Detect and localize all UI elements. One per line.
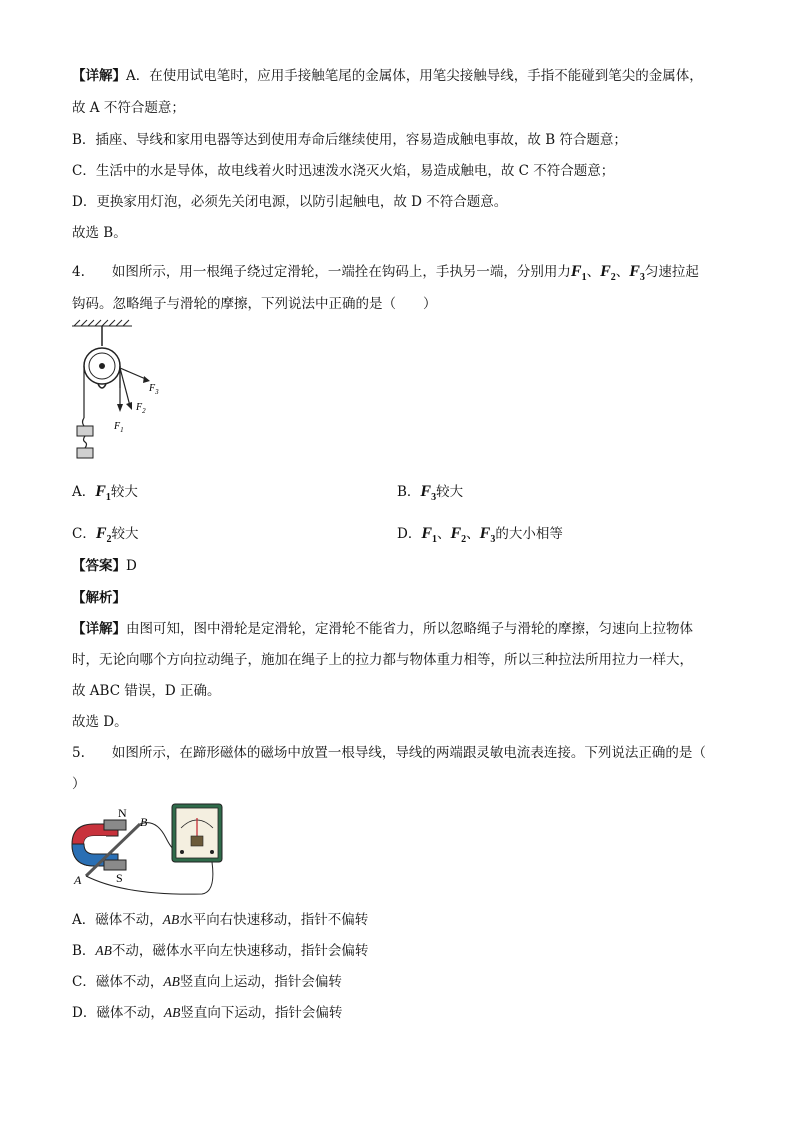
figure-f3-label: $F_3$ [149,383,159,396]
q3-detail-line-1 [72,66,703,86]
q3-option-a-explanation: A．在使用试电笔时，应用手接触笔尾的金属体，用笔尖接触导线，手指不能碰到笔尖的金属体， [126,68,703,84]
q3-detail-line-b: B．插座、导线和家用电器等达到使用寿命后继续使用，容易造成触电事故，故 B 符合题意； [72,132,627,148]
q4-analysis-label: 【解析】 [72,590,126,606]
q3-detail-line-c: C．生活中的水是导体，故电线着火时迅速泼水浇灭火焰，易造成触电，故 C 不符合题意； [72,163,615,179]
magnet-n-label: N [118,806,127,820]
q3-conclusion: 故选 B。 [72,225,127,241]
q3-detail-line-2: 故 A 不符合题意； [72,100,185,116]
q4-detail-line-1: 【详解】由图可知，图中滑轮是定滑轮，定滑轮不能省力，所以忽略绳子与滑轮的摩擦，匀速向上拉物体 [72,621,693,637]
q4-conclusion: 故选 D。 [72,714,128,730]
q4-detail-line-2: 时，无论向哪个方向拉动绳子，施加在绳子上的拉力都与物体重力相等，所以三种拉法所用拉力一样大， [72,652,693,668]
detail-label: 【详解】 [72,68,126,84]
hook-weight-top [77,426,93,436]
q5-stem-line-1: 5. 如图所示，在蹄形磁体的磁场中放置一根导线，导线的两端跟灵敏电流表连接。下列说法正确的是（ [72,745,706,761]
f3-symbol: $F_3$ [629,263,645,284]
figure-f1-label: $F_1$ [114,421,124,434]
q5-stem-line-2: ） [72,776,86,792]
q4-stem-line-2: 钩码。忽略绳子与滑轮的摩擦，下列说法中正确的是（ ） [72,296,437,312]
q4-option-b[interactable]: B．$F_3$较大 [397,483,464,504]
q4-detail-line-3: 故 ABC 错误，D 正确。 [72,683,221,699]
figure-f2-label: $F_2$ [136,402,146,415]
q5-option-d[interactable]: D．磁体不动，AB竖直向下运动，指针会偏转 [72,1005,343,1021]
answer-value: D [126,558,137,574]
q4-stem-line-1: 4. 如图所示，用一根绳子绕过定滑轮，一端拴在钩码上，手执另一端，分别用力$F_1$、$F_2$、$F_3$匀速拉起 [72,263,699,284]
magnet-s-label: S [116,871,123,885]
q5-option-c[interactable]: C．磁体不动，AB竖直向上运动，指针会偏转 [72,974,342,990]
q4-option-a[interactable]: A．$F_1$较大 [72,483,138,504]
point-b-label: B [140,815,148,829]
q4-option-d[interactable]: D．$F_1$、$F_2$、$F_3$的大小相等 [397,525,563,546]
point-a-label: A [74,873,82,887]
ceiling-hatch [72,320,132,326]
pulley-figure [70,318,180,468]
q5-option-a[interactable]: A．磁体不动，AB水平向右快速移动，指针不偏转 [72,912,369,928]
f2-symbol: $F_2$ [600,263,616,284]
q5-option-b[interactable]: B．AB不动，磁体水平向左快速移动，指针会偏转 [72,943,369,959]
magnet-galvanometer-figure [66,798,236,898]
q3-detail-line-d: D．更换家用灯泡，必须先关闭电源，以防引起触电，故 D 不符合题意。 [72,194,508,210]
q4-answer: 【答案】D [72,558,137,574]
hook-weight-bottom [77,448,93,458]
q4-option-c[interactable]: C．$F_2$较大 [72,525,139,546]
f1-symbol: $F_1$ [570,263,587,284]
